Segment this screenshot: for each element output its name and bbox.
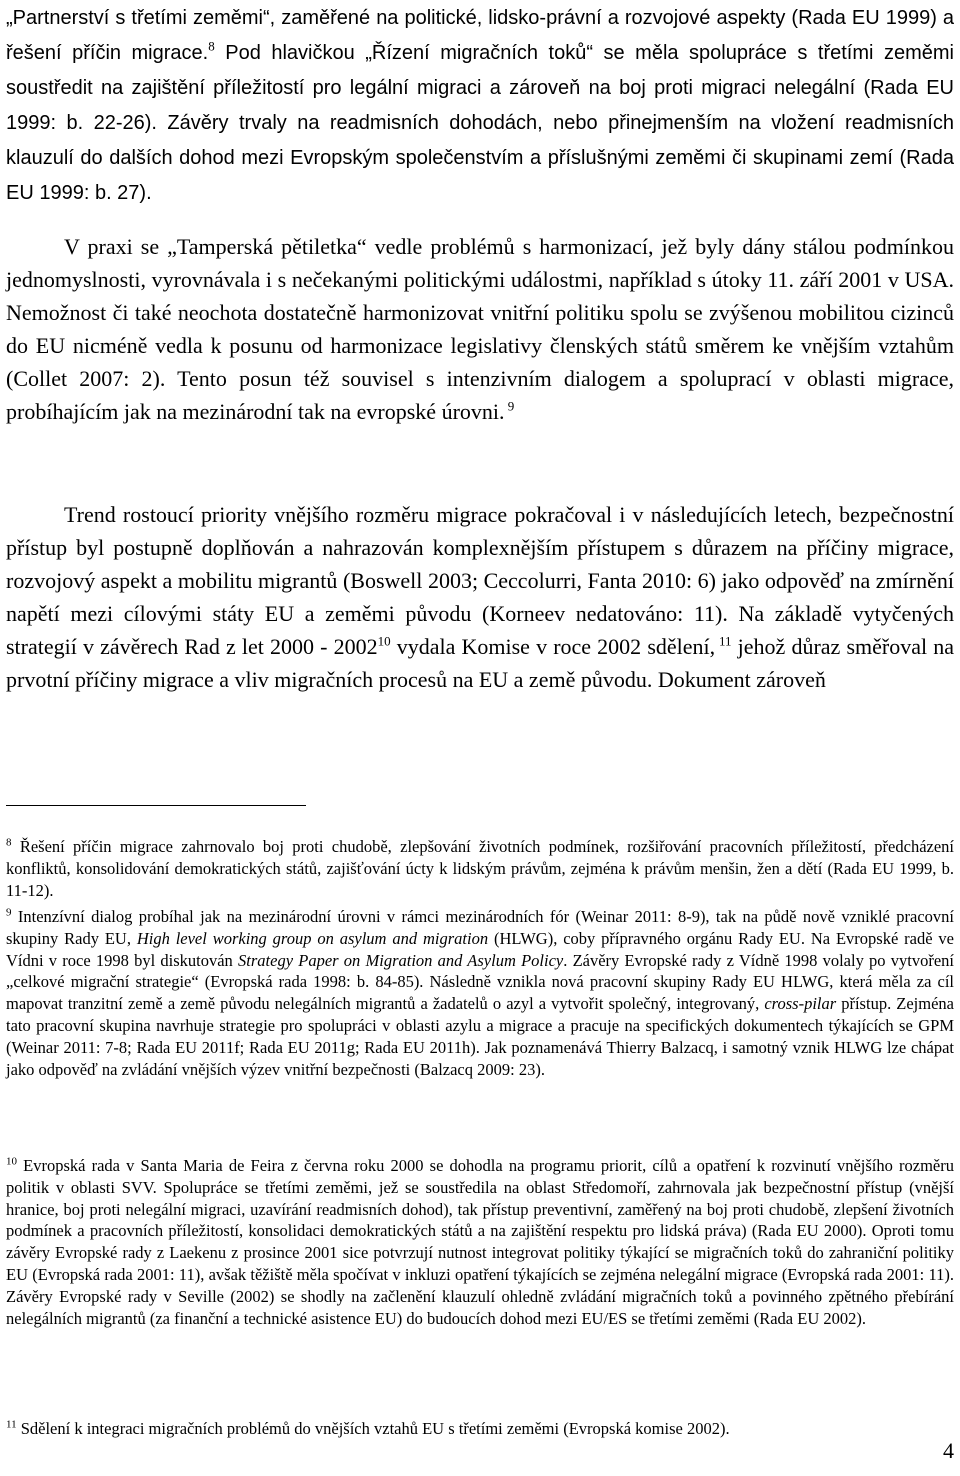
footnote-9-number: 9 [6,906,12,919]
footnote-9-text-d: přístup. Zejména tato pracovní skupina navrhuje strategie pro spolupráci v oblasti azylu a migrace a pracuje na specifických dokumentech týkajících se GPM (Weinar 2011: 7-8; Rada EU 2011f; Rada EU 2011g; Rada EU 2011h). Jak poznamenává Thierry Balzacq, i samotný vznik HLWG lze chápat jako odpověď na zvládání vnějších výzev vnitřní bezpečnosti (Balzacq 2009: 23). [6,994,954,1079]
footnote-10-text: Evropská rada v Santa Maria de Feira z června roku 2000 se dohodla na programu priorit, cílů a opatření k rozvinutí vnějšího rozměru politik v oblasti SVV. Spolupráce se třetími zeměmi, jež se soustředila na oblast Středomoří, zahrnovala jak bezpečnostní přístup (vnější hranice, boj proti nelegální migraci, uzavírání readmisních dohod), tak přístup preventivní, zaměřený na boj proti chudobě, zlepšení životních podmínek a pracovních příležitostí, konsolidaci demokratických států a na zajištění respektu pro lidská práva) (Rada EU 2000). Oproti tomu závěry Evropské rady z Laekenu z prosince 2001 sice potvrzují nutnost integrovat politiky týkající se migračních toků do zahraniční politiky EU (Evropská rada 2001: 11), avšak těžiště měla spočívat v inkluzi opatření týkajících se zejména nelegální migrace (Evropská rada 2001: 11). Závěry Evropské rady v Seville (2002) se shodly na začlenění klauzulí ohledně zvládání migračních toků a povinného zpětného přebírání nelegálních migrantů (za finanční a technické asistence EU) do budoucích dohod mezi EU/ES se třetími zeměmi (Rada EU 2002). [6,1156,954,1328]
footnote-9-text-a: Intenzívní dialog probíhal jak na mezinárodní úrovni v rámci mezinárodních fór (Weinar 2011: 8-9), tak na půdě nově vzniklé pracovní skupiny Rady EU, [6,907,954,948]
footnote-9-text-b: (HLWG), coby přípravného orgánu Rady EU. Na Evropské radě ve Vídni v roce 1998 byl diskutován [6,928,954,970]
paragraph-2-text: V praxi se „Tamperská pětiletka“ vedle problémů s harmonizací, jež byly dány stálou podmínkou jednomyslnosti, vyrovnávala i s nečekanými politickými událostmi, například s útoky 11. září 2001 v USA. Nemožnost či také neochota dostatečně harmonizovat vnitřní politiku spolu se zvýšenou mobilitou cizinců do EU nicméně vedla k posunu od harmonizace legislativy členských států směrem ke vnějším vztahům (Collet 2007: 2). Tento posun též souvisel s intenzivním dialogem a spoluprací v oblasti migrace, probíhajícím jak na mezinárodní tak na evropské úrovni. [6,234,954,425]
paragraph-1-part-a: „Partnerství s třetími zeměmi“, zaměřené na politické, lidsko-právní a rozvojové aspekty (Rada EU 1999) a řešení příčin migrace. [6,7,954,65]
paragraph-3-part-a: Trend rostoucí priority vnějšího rozměru migrace pokračoval i v následujících letech, bezpečnostní přístup byl postupně doplňován a nahrazován komplexnějším přístupem s důrazem na příčiny migrace, rozvojový aspekt a mobilitu migrantů (Boswell 2003; Ceccolurri, Fanta 2010: 6) jako odpověď na zmírnění napětí mezi cílovými státy EU a zeměmi původu (Korneev nedatováno: 11). Na základě vytyčených strategií v závěrech Rad z let 2000 - 2002 [6,502,954,660]
footnote-ref-9: 9 [504,399,515,415]
footnote-11 [6,1418,954,1440]
paragraph-1 [6,0,954,211]
footnote-ref-8: 8 [208,38,215,54]
footnote-ref-11: 11 [715,634,732,650]
footnote-separator [6,805,306,806]
footnote-9-italic-strategy-paper: Strategy Paper on Migration and Asylum Policy [238,950,564,970]
footnote-ref-10: 10 [377,634,391,650]
footnote-9-italic-cross-pilar: cross-pilar [764,994,837,1014]
paragraph-2 [6,230,954,429]
paragraph-1-part-b: Pod hlavičkou „Řízení migračních toků“ se měla spolupráce s třetími zeměmi soustředit na zajištění příležitostí pro legální migraci a zároveň na boj proti migraci nelegální (Rada EU 1999: b. 22-26). Závěry trvaly na readmisních dohodách, nebo přinejmenším na vložení readmisních klauzulí do dalších dohod mezi Evropským společenstvím a příslušnými zeměmi či skupinami zemí (Rada EU 1999: b. 27). [6,42,954,205]
footnote-9-text-c: . Závěry Evropské rady z Vídně 1998 volaly po vytvoření „celkové migrační strategie“ (Evropská rada 1998: b. 84-85). Následně vznikla nová pracovní skupiny Rady EU HLWG, která měla za cíl mapovat tranzitní země a země původu nelegálních migrantů a žadatelů o azyl a vytvořit společný, integrovaný, [6,950,954,1014]
paragraph-3-part-c: jehož důraz směřoval na prvotní příčiny migrace a vliv migračních procesů na EU a země původu. Dokument zároveň [6,634,954,693]
footnote-8 [6,836,954,901]
paragraph-3 [6,498,954,697]
footnote-9-italic-hlwg: High level working group on asylum and migration [136,928,489,948]
paragraph-3-part-b: vydala Komise v roce 2002 sdělení, [390,634,716,660]
footnote-11-number: 11 [6,1418,17,1431]
footnote-8-text: Řešení příčin migrace zahrnovalo boj proti chudobě, zlepšování životních podmínek, rozšiřování pracovních příležitostí, předcházení konfliktů, konsolidování demokratických států, zajišťování úcty k lidským právům, zejména k právům menšin, žen a dětí (Rada EU 1999, b. 11-12). [6,837,954,900]
document-page [6,0,954,1476]
footnote-10-number: 10 [6,1155,17,1168]
footnote-10 [6,1155,954,1329]
page-number: 4 [943,1438,954,1463]
footnote-8-number: 8 [6,836,12,849]
footnote-9 [6,906,954,1080]
footnote-11-text: Sdělení k integraci migračních problémů do vnějších vztahů EU s třetími zeměmi (Evropská komise 2002). [16,1419,730,1438]
